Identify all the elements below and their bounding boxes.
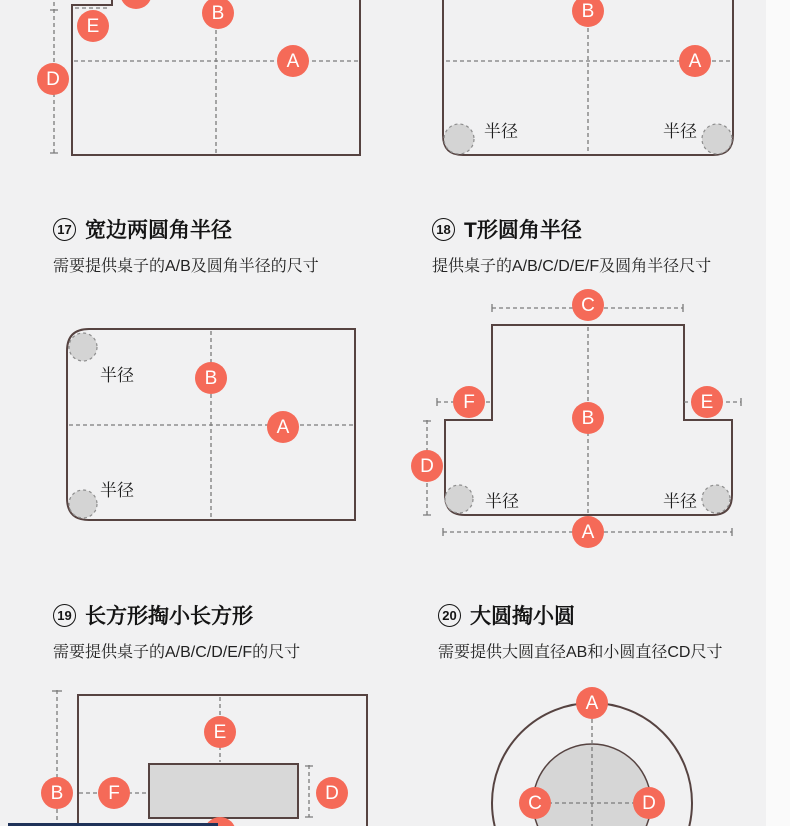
dim-badge-d: D (37, 63, 69, 95)
dim-badge-f: F (453, 386, 485, 418)
diagram-19-rect-cutout (52, 690, 367, 826)
dim-badge-b: B (195, 362, 227, 394)
section-17-header (53, 214, 319, 276)
dim-badge-b: B (572, 0, 604, 27)
dim-badge-b: B (202, 0, 234, 29)
section-desc: 需要提供桌子的A/B及圆角半径的尺寸 (53, 258, 319, 275)
dim-badge-b: B (572, 402, 604, 434)
radius-label: 半径 (485, 492, 519, 511)
section-desc: 提供桌子的A/B/C/D/E/F及圆角半径尺寸 (432, 258, 712, 275)
section-18-header (432, 214, 711, 276)
section-title: 宽边两圆角半径 (85, 219, 232, 242)
corner-radius-circle (702, 124, 732, 154)
section-desc: 需要提供桌子的A/B/C/D/E/F的尺寸 (53, 644, 301, 661)
dim-badge-a: A (267, 411, 299, 443)
corner-radius-circle (69, 490, 97, 518)
dim-badge-e: E (204, 716, 236, 748)
radius-label: 半径 (663, 492, 697, 511)
cutout-rect (149, 764, 298, 818)
dim-badge-a: A (576, 687, 608, 719)
section-title: 大圆掏小圆 (470, 605, 575, 628)
circled-number: 20 (438, 604, 461, 627)
dim-badge-e: E (77, 10, 109, 42)
radius-label: 半径 (484, 122, 518, 141)
dim-badge-d: D (411, 450, 443, 482)
dim-badge-b: B (41, 777, 73, 809)
badge-partial (120, 0, 152, 9)
dim-badge-a: A (277, 45, 309, 77)
radius-label: 半径 (663, 122, 697, 141)
dim-badge-d: D (316, 777, 348, 809)
circled-number: 17 (53, 218, 76, 241)
dim-badge-f: F (98, 777, 130, 809)
corner-radius-circle (69, 333, 97, 361)
dim-badge-c: C (572, 289, 604, 321)
circled-number: 19 (53, 604, 76, 627)
dim-badge-e: E (691, 386, 723, 418)
radius-label: 半径 (100, 366, 134, 385)
section-title: T形圆角半径 (464, 219, 582, 242)
section-19-header (53, 600, 300, 662)
section-desc: 需要提供大圆直径AB和小圆直径CD尺寸 (438, 644, 723, 661)
corner-radius-circle (445, 485, 473, 513)
circled-number: 18 (432, 218, 455, 241)
corner-radius-circle (702, 485, 730, 513)
section-20-header (438, 600, 722, 662)
radius-label: 半径 (100, 481, 134, 500)
dim-badge-a: A (679, 45, 711, 77)
dim-badge-c: C (519, 787, 551, 819)
dim-badge-a: A (572, 516, 604, 548)
corner-radius-circle (444, 124, 474, 154)
dim-badge-d: D (633, 787, 665, 819)
section-title: 长方形掏小长方形 (85, 605, 253, 628)
